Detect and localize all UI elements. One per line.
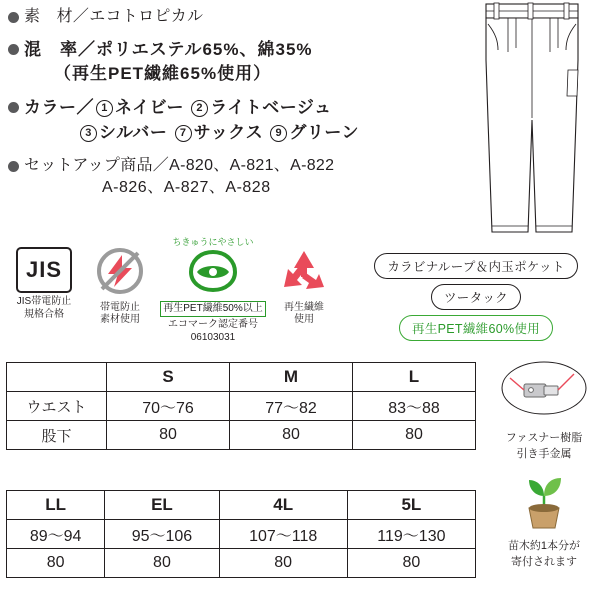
spec-row-setup — [8, 155, 468, 200]
inseam-s: 80 — [107, 421, 230, 450]
setup-codes-1: A-820、A-821、A-822 — [169, 156, 335, 174]
th-ll: LL — [7, 491, 105, 520]
blend-line2: （再生PET繊維65%使用） — [54, 64, 272, 84]
spec-row-colors — [8, 96, 468, 145]
recycle-caption-1: 再生繊維 — [284, 301, 324, 313]
setup-block — [24, 155, 334, 200]
colors-line1 — [24, 98, 332, 117]
color-name-3: シルバー — [99, 122, 168, 142]
jis-caption-2: 規格合格 — [24, 308, 64, 320]
ecomark-caption-1: エコマーク認定番号 — [168, 319, 258, 331]
bullet-icon — [8, 12, 19, 23]
zipper-figure — [492, 358, 596, 462]
blend-line1: 混 率／ポリエステル65%、綿35% — [24, 39, 313, 59]
colors-line2 — [24, 121, 359, 145]
inseam-4l: 80 — [219, 549, 347, 578]
ecomark-box-text: 再生PET繊維50%以上 — [160, 301, 265, 318]
bullet-icon — [8, 102, 19, 113]
icon-jis — [6, 247, 82, 321]
setup-prefix: セットアップ商品／ — [24, 156, 170, 174]
feature-pill-carabiner: カラビナループ＆内玉ポケット — [374, 253, 577, 279]
bullet-icon — [8, 161, 19, 172]
th-blank — [7, 363, 107, 392]
color-name-7: サックス — [193, 122, 264, 142]
sapling-icon — [509, 470, 579, 532]
table-row — [7, 549, 476, 578]
color-number-2: 2 — [191, 100, 208, 117]
inseam-el: 80 — [105, 549, 219, 578]
antistatic-caption-1: 帯電防止 — [100, 301, 140, 313]
color-number-9: 9 — [270, 125, 287, 142]
pants-illustration — [472, 0, 592, 235]
jis-caption-1: JIS帯電防止 — [16, 296, 72, 307]
antistatic-icon — [92, 247, 148, 297]
waist-m: 77〜82 — [230, 392, 353, 421]
blend-block — [24, 38, 313, 87]
colors-prefix: カラー／ — [24, 98, 94, 118]
color-name-1: ネイビー — [115, 98, 184, 118]
waist-ll: 89〜94 — [7, 520, 105, 549]
inseam-m: 80 — [230, 421, 353, 450]
ecomark-caption-2: 06103031 — [190, 331, 236, 343]
ecomark-top-text: ちきゅうにやさしい — [172, 237, 254, 247]
colors-block — [24, 96, 359, 145]
waist-4l: 107〜118 — [219, 520, 347, 549]
inseam-5l: 80 — [347, 549, 475, 578]
feature-pill-recycled-pet: 再生PET繊維60%使用 — [399, 315, 553, 341]
color-name-2: ライトベージュ — [210, 98, 332, 118]
color-number-7: 7 — [175, 125, 192, 142]
feature-pill-twotuck: ツータック — [431, 284, 521, 310]
th-5l: 5L — [347, 491, 475, 520]
ecomark-icon — [188, 248, 238, 294]
icon-recycle — [268, 247, 340, 327]
waist-el: 95〜106 — [105, 520, 219, 549]
table-row — [7, 520, 476, 549]
bullet-icon — [8, 44, 19, 55]
setup-line1 — [24, 157, 334, 174]
waist-s: 70〜76 — [107, 392, 230, 421]
waist-l: 83〜88 — [353, 392, 476, 421]
table-row — [7, 392, 476, 421]
tree-caption-2: 寄付されます — [511, 556, 577, 569]
row-label-inseam: 股下 — [7, 421, 107, 450]
table-header-row — [7, 491, 476, 520]
tree-donation-figure — [492, 470, 596, 570]
inseam-l: 80 — [353, 421, 476, 450]
spec-list — [8, 6, 468, 209]
size-table-ll-5l — [6, 490, 476, 578]
spec-row-blend — [8, 38, 468, 87]
color-number-1: 1 — [96, 100, 113, 117]
color-number-3: 3 — [80, 125, 97, 142]
antistatic-caption-2: 素材使用 — [100, 314, 140, 325]
size-table-s-m-l — [6, 362, 476, 450]
waist-5l: 119〜130 — [347, 520, 475, 549]
zipper-icon — [494, 358, 594, 424]
table-header-row — [7, 363, 476, 392]
zipper-caption-1: ファスナー樹脂 — [505, 432, 583, 444]
spec-row-material — [8, 6, 468, 29]
material-text: 素 材／エコトロピカル — [24, 8, 204, 25]
recycle-caption-2: 使用 — [294, 314, 314, 325]
jis-mark: JIS — [16, 247, 72, 293]
icon-ecomark — [158, 237, 268, 344]
table-row — [7, 421, 476, 450]
setup-line2: A-826、A-827、A-828 — [102, 179, 271, 197]
icon-antistatic — [84, 247, 156, 327]
inseam-ll: 80 — [7, 549, 105, 578]
color-name-9: グリーン — [289, 122, 360, 142]
th-l: L — [353, 363, 476, 392]
recycle-icon — [278, 247, 330, 297]
th-el: EL — [105, 491, 219, 520]
icon-row — [6, 237, 594, 353]
row-label-waist: ウエスト — [7, 392, 107, 421]
feature-pills — [358, 253, 594, 346]
th-s: S — [107, 363, 230, 392]
th-4l: 4L — [219, 491, 347, 520]
th-m: M — [230, 363, 353, 392]
tree-caption-1: 苗木約1本分が — [507, 540, 581, 552]
zipper-caption-2: 引き手金属 — [516, 448, 572, 461]
